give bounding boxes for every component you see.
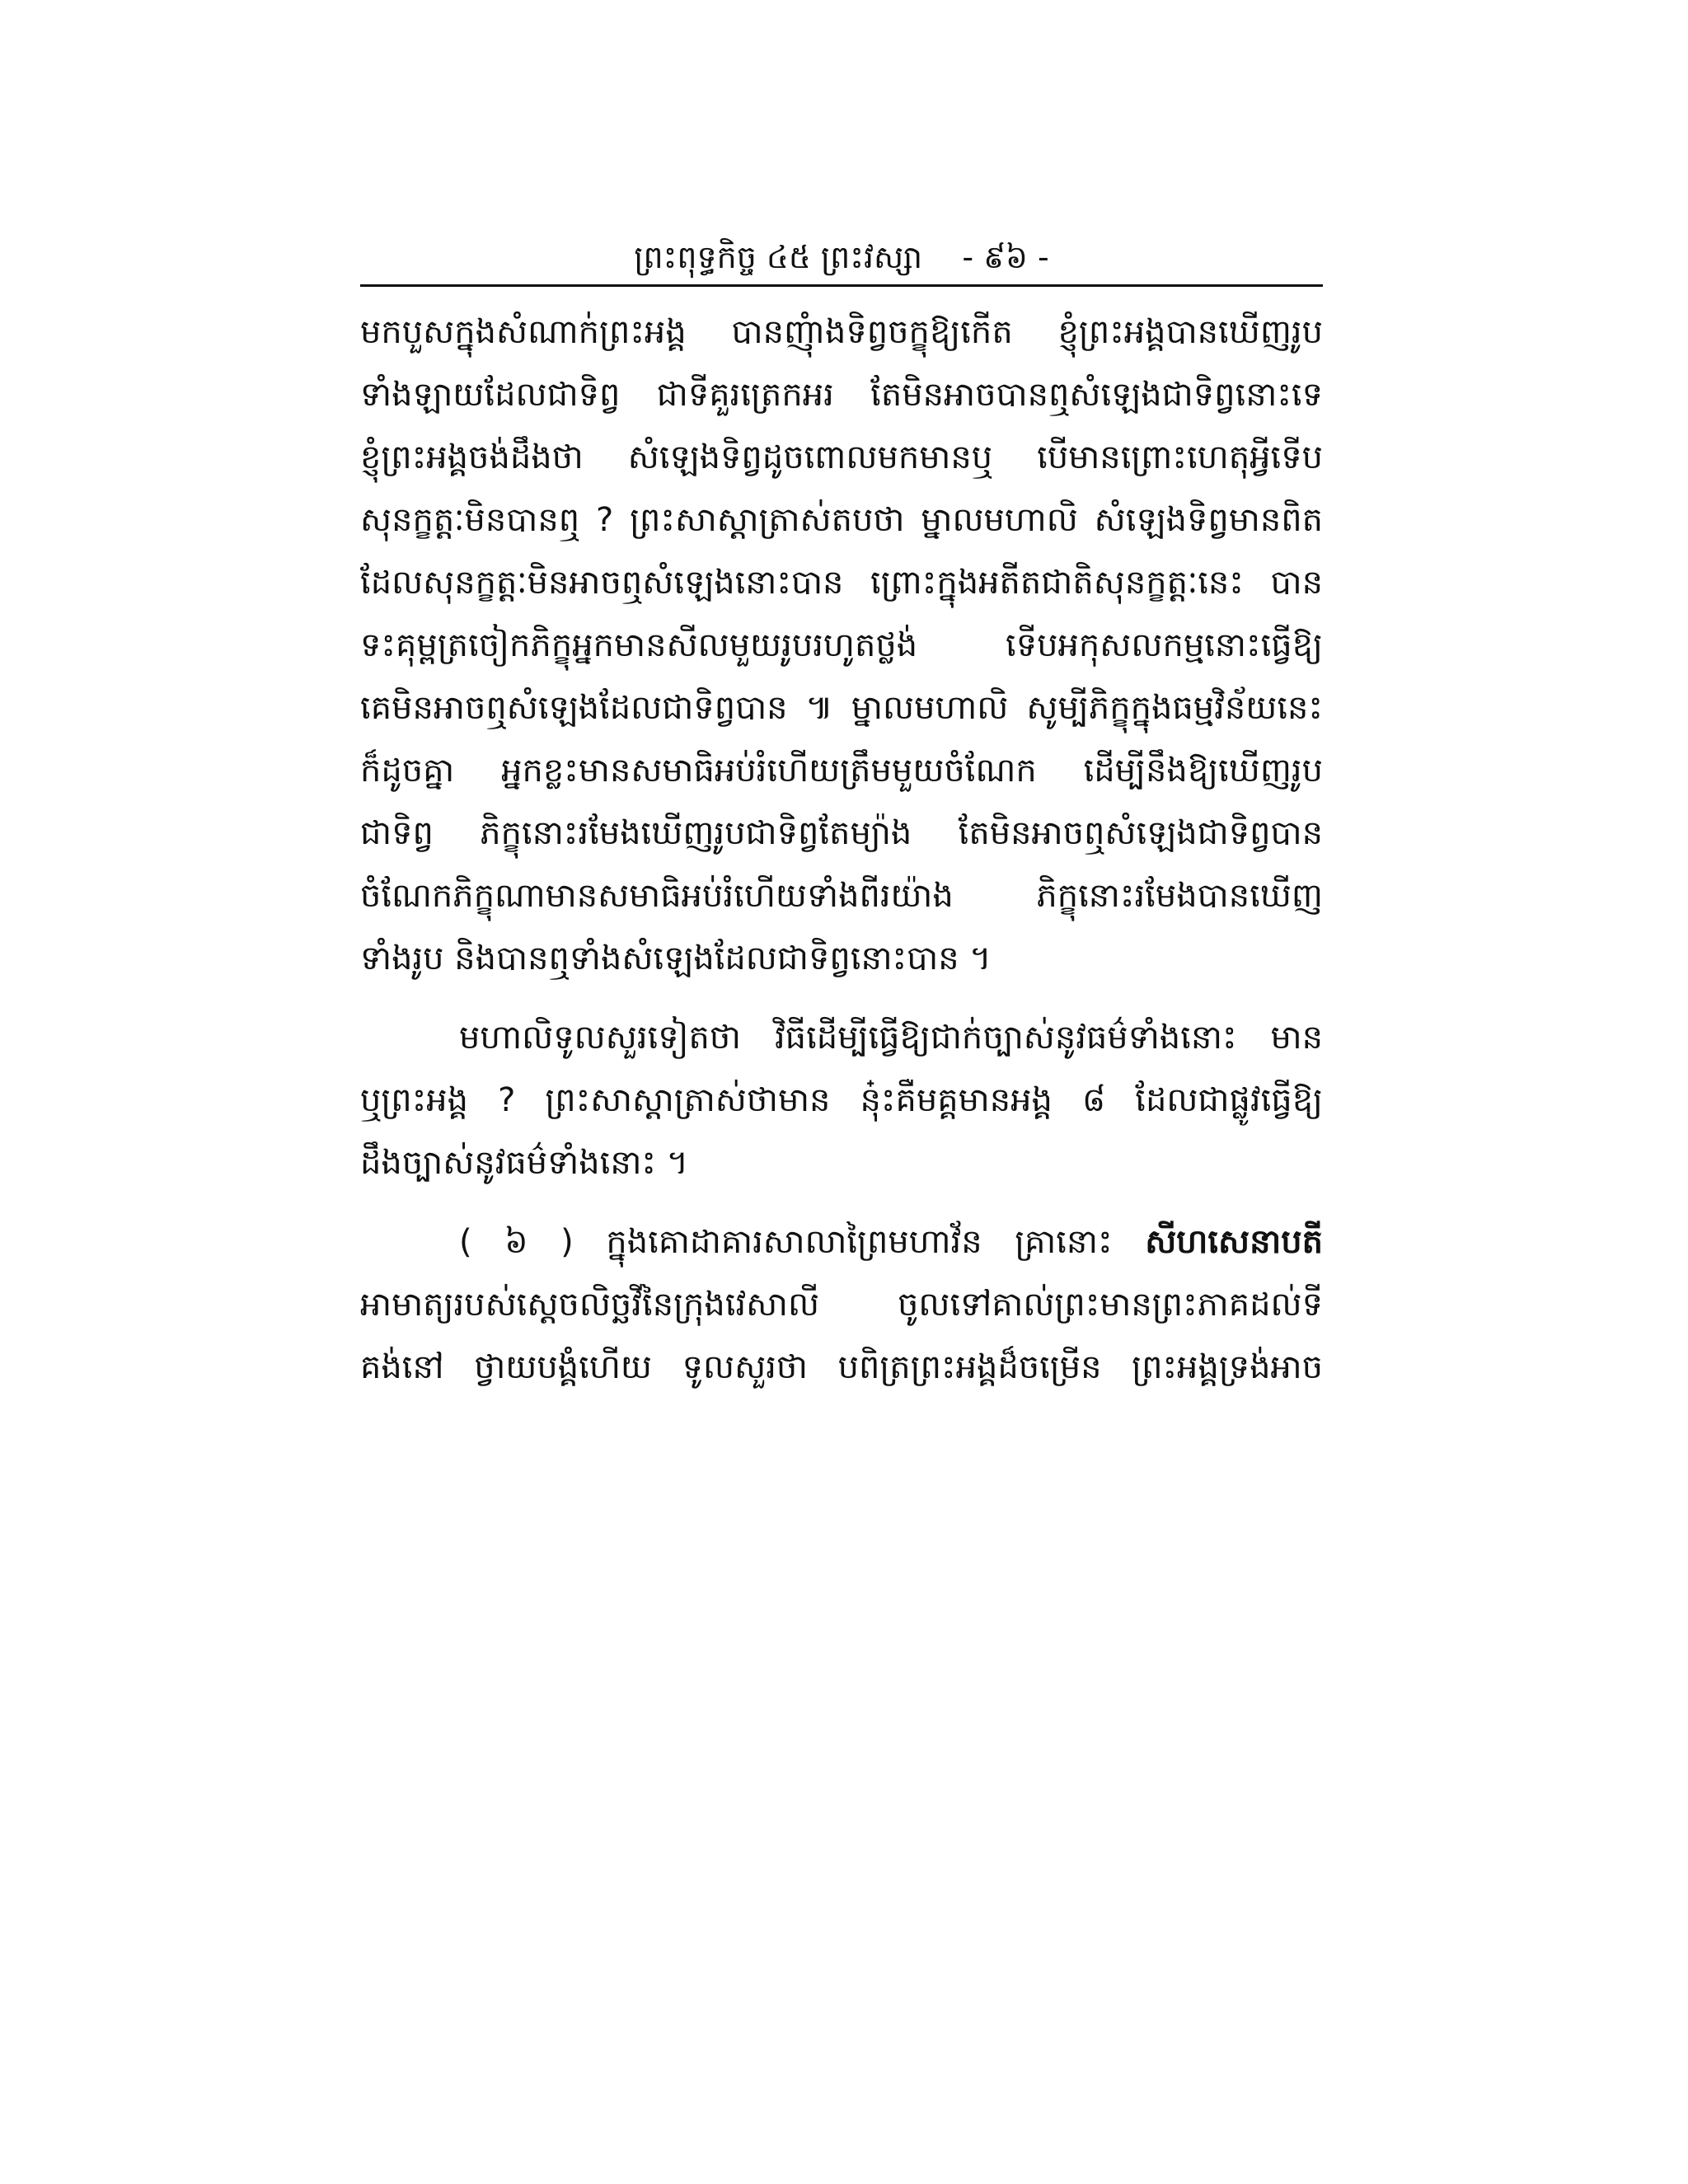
text-line: ដែលសុនក្ខត្តៈមិនអាចឮសំឡេងនោះបាន ព្រោះក្នុងអតីតជាតិសុនក្ខត្តៈនេះ បាន — [360, 564, 1323, 602]
text-line: គង់នៅ ថ្វាយបង្គំហើយ ទូលសួរថា បពិត្រព្រះអង្គដ៏ចម្រើន ព្រះអង្គទ្រង់អាច — [360, 1348, 1323, 1386]
body-text — [360, 301, 1323, 1399]
text-line: ទាំងឡាយដែលជាទិព្វ ជាទីគួរត្រេកអរ តែមិនអាចបានឮសំឡេងជាទិព្វនោះទេ — [360, 376, 1323, 414]
text-line: ក៏ដូចគ្នា អ្នកខ្លះមានសមាធិអប់រំហើយត្រឹមមួយចំណែក ដើម្បីនឹងឱ្យឃើញរូប — [360, 752, 1323, 790]
text-line: គេមិនអាចឮសំឡេងដែលជាទិព្វបាន ៕ ម្នាលមហាលិ សូម្បីភិក្ខុក្នុងធម្មវិន័យនេះ — [360, 689, 1323, 727]
section-number: ( ៦ ) — [459, 1223, 574, 1261]
page-header — [360, 231, 1323, 284]
paragraph-gap — [360, 1194, 1323, 1211]
text-line: ទាំងរូប និងបានឮទាំងសំឡេងដែលជាទិព្វនោះបាន ។ — [360, 940, 992, 977]
header-rule — [360, 284, 1323, 287]
paragraph-3 — [360, 1211, 1323, 1399]
text-line: មកបួសក្នុងសំណាក់ព្រះអង្គ បានញុំាងទិព្វចក្ខុឱ្យកើត ខ្ញុំព្រះអង្គបានឃើញរូប — [360, 313, 1323, 351]
running-title: ព្រះពុទ្ធកិច្ច ៤៥ ព្រះវស្សា — [634, 239, 923, 275]
text-line: ទះគុម្ពត្រចៀកភិក្ខុអ្នកមានសីលមួយរូបរហូតថ្លង់ ទើបអកុសលកម្មនោះធ្វើឱ្យ — [360, 626, 1323, 664]
person-name: សីហសេនាបតី — [1145, 1223, 1323, 1261]
text-line: ចំណែកភិក្ខុណាមានសមាធិអប់រំហើយទាំងពីរយ៉ាង ភិក្ខុនោះរមែងបានឃើញ — [360, 877, 1323, 915]
page-number: - ៩៦ - — [962, 239, 1049, 275]
paragraph-gap — [360, 990, 1323, 1006]
text-line: ជាទិព្វ ភិក្ខុនោះរមែងឃើញរូបជាទិព្វតែម្យ៉ាង តែមិនអាចឮសំឡេងជាទិព្វបាន — [360, 814, 1323, 852]
text-line: មហាលិទូលសួរទៀតថា វិធីដើម្បីធ្វើឱ្យជាក់ច្បាស់នូវធម៌ទាំងនោះ មាន — [459, 1019, 1323, 1057]
text-line: សុនក្ខត្តៈមិនបានឮ ? ព្រះសាស្តាត្រាស់តបថា ម្នាលមហាលិ សំឡេងទិព្វមានពិត — [360, 501, 1323, 539]
text-line: អាមាត្យរបស់ស្តេចលិច្ឆវីនៃក្រុងវេសាលី ចូលទៅគាល់ព្រះមានព្រះភាគដល់ទី — [360, 1286, 1323, 1324]
text-line — [360, 1211, 1323, 1273]
section-intro-text: ក្នុងគោដាគារសាលាព្រៃមហាវ័ន គ្រានោះ — [606, 1223, 1113, 1261]
text-line: ដឹងច្បាស់នូវធម៌ទាំងនោះ ។ — [360, 1144, 689, 1182]
paragraph-1 — [360, 301, 1323, 990]
text-line: ខ្ញុំព្រះអង្គចង់ដឹងថា សំឡេងទិព្វដូចពោលមកមានឬ បើមានព្រោះហេតុអ្វីទើប — [360, 438, 1323, 476]
text-line: ឬព្រះអង្គ ? ព្រះសាស្តាត្រាស់ថាមាន នុ៎ះគឺមគ្គមានអង្គ ៨ ដែលជាផ្លូវធ្វើឱ្យ — [360, 1081, 1323, 1119]
paragraph-2 — [360, 1006, 1323, 1194]
